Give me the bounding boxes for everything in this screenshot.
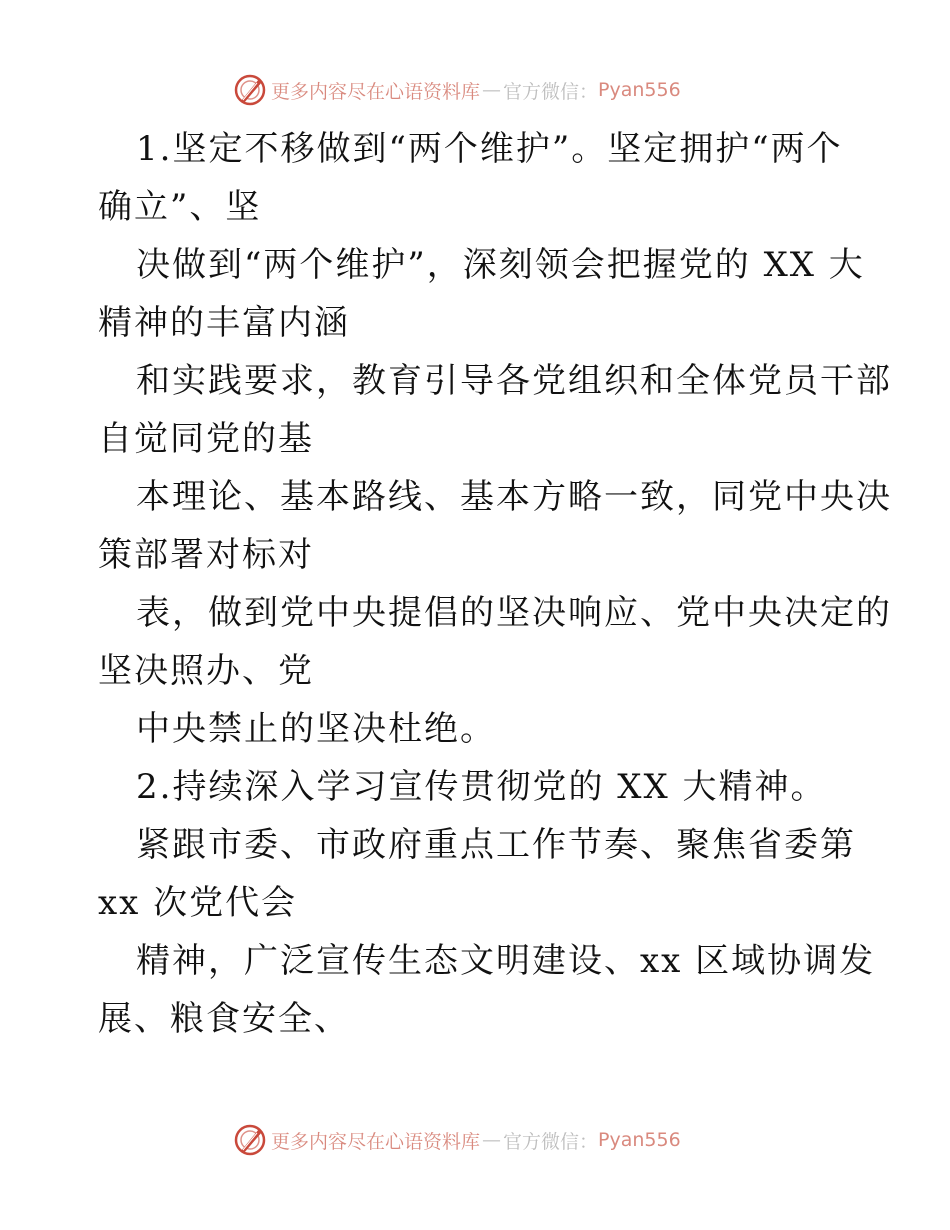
document-body [98,120,892,1048]
watermark-contact-label: 官方微信： [503,1130,599,1153]
watermark-contact-id: Pyan556 [598,1129,681,1151]
text-line: 自觉同党的基 [98,419,314,459]
text-line: 精神的丰富内涵 [98,303,350,343]
text-line: 展、粮食安全、 [98,999,350,1039]
text-line: 中央禁止的坚决杜绝。 [136,709,496,749]
watermark-dash: — [482,1129,502,1151]
header-watermark [233,72,681,108]
watermark-text: 更多内容尽在心语资料库 [271,1130,481,1153]
text-line: 2.持续深入学习宣传贯彻党的 XX 大精神。 [136,767,827,807]
text-line: 确立”、坚 [98,187,262,227]
text-line: 本理论、基本路线、基本方略一致，同党中央决 [136,477,892,517]
text-line: 策部署对标对 [98,535,314,575]
text-line: xx 次党代会 [98,883,298,923]
text-line: 精神，广泛宣传生态文明建设、xx 区域协调发 [136,941,876,981]
watermark-dash: — [482,79,502,101]
watermark-contact-id: Pyan556 [598,79,681,101]
footer-watermark [233,1122,681,1158]
text-line: 决做到“两个维护”，深刻领会把握党的 XX 大 [136,245,865,285]
watermark-text: 更多内容尽在心语资料库 [271,80,481,103]
text-line: 和实践要求，教育引导各党组织和全体党员干部 [136,361,892,401]
text-line: 表，做到党中央提倡的坚决响应、党中央决定的 [136,593,892,633]
text-line: 紧跟市委、市政府重点工作节奏、聚焦省委第 [136,825,856,865]
text-line: 1.坚定不移做到“两个维护”。坚定拥护“两个 [136,129,843,169]
watermark-contact-label: 官方微信： [503,80,599,103]
body-paragraph [98,120,892,1048]
quill-logo-icon [233,73,267,107]
quill-logo-icon [233,1123,267,1157]
text-line: 坚决照办、党 [98,651,314,691]
